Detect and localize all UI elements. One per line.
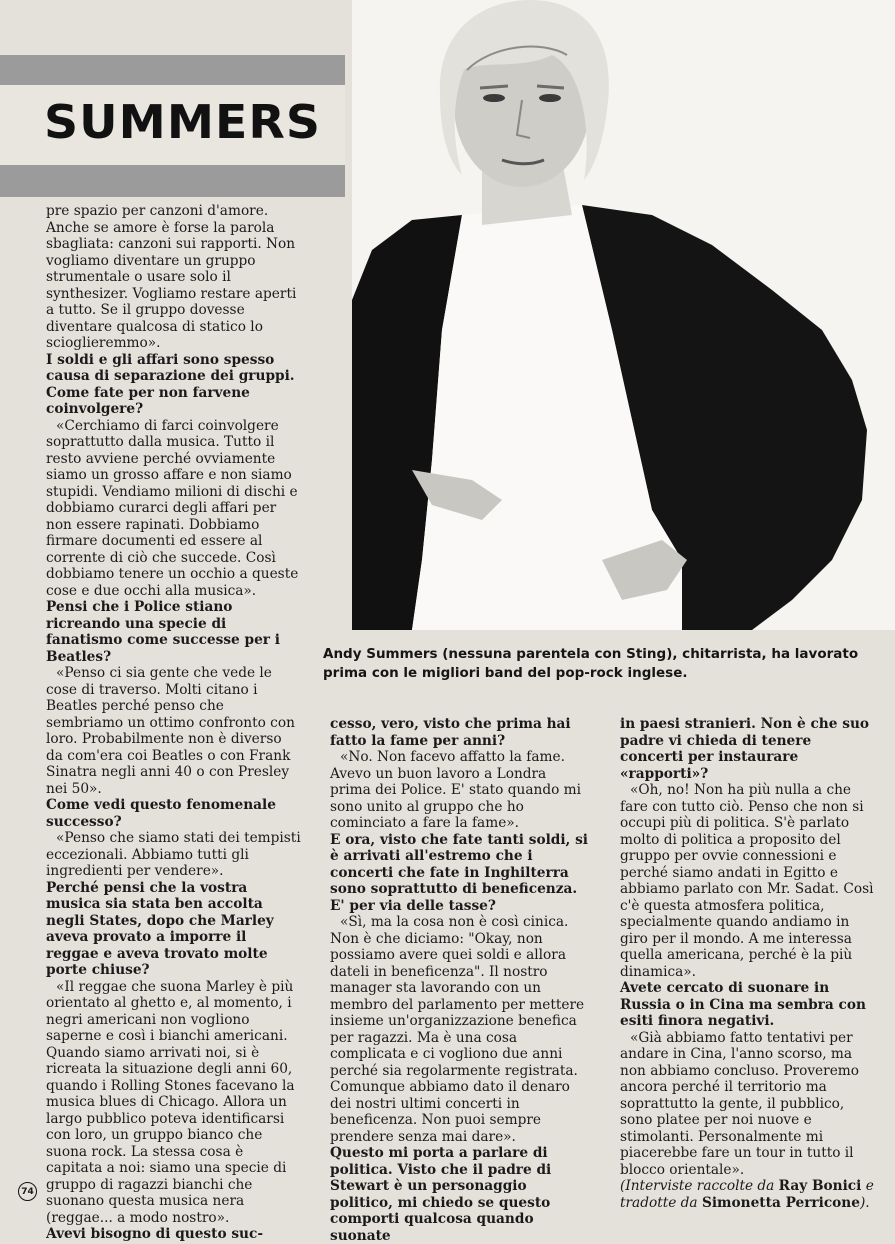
text-column-2 — [330, 716, 590, 1244]
header-band-bottom — [0, 165, 345, 197]
credit-middle: e tradotte da — [620, 1178, 874, 1211]
question-paragraph: I soldi e gli affari sono spesso causa di separazione dei gruppi. Come fate per non farvene coinvolgere? — [46, 351, 295, 417]
credit-suffix: ). — [859, 1194, 870, 1211]
question-paragraph: E ora, visto che fate tanti soldi, si è arrivati all'estremo che i concerti che fate in Inghilterra sono soprattutto di beneficenza. E' per via delle tasse? — [330, 831, 588, 914]
question-paragraph: in paesi stranieri. Non è che suo padre vi chieda di tenere concerti per instaurare «rapporti»? — [620, 716, 870, 782]
answer-paragraph: «Già abbiamo fatto tentativi per andare in Cina, l'anno scorso, ma non abbiamo concluso. Proveremo ancora perché il territorio ma soprattutto la gente, il pubblico, sono platee per noi nuove e stimolanti. Personalmente mi piacerebbe fare un tour in tutto il blocco orientale». — [620, 1029, 860, 1178]
credit-name-translator: Simonetta Perricone — [701, 1194, 860, 1211]
article-title: SUMMERS — [44, 95, 322, 149]
answer-paragraph: «No. Non facevo affatto la fame. Avevo un buon lavoro a Londra prima dei Police. E' stato quando mi sono unito al gruppo che ho cominciato a fare la fame». — [330, 749, 582, 831]
answer-paragraph: «Cerchiamo di farci coinvolgere soprattutto dalla musica. Tutto il resto avviene perché ovviamente siamo un grosso affare e non siamo stupidi. Vendiamo milioni di dischi e dobbiamo curarci degli affari per non essere rapinati. Dobbiamo firmare documenti ed essere al corrente di ciò che succede. Così dobbiamo tenere un occhio a queste cose e due occhi alla musica». — [46, 417, 299, 599]
text-column-1 — [46, 203, 301, 1243]
question-paragraph: Avevi bisogno di questo suc- — [46, 1226, 264, 1242]
portrait-photo — [352, 0, 895, 630]
text-column-3 — [620, 716, 878, 1211]
credit-name-interviewer: Ray Bonici — [778, 1178, 862, 1194]
answer-paragraph: «Penso che siamo stati dei tempisti eccezionali. Abbiamo tutti gli ingredienti per vendere». — [46, 830, 301, 879]
question-paragraph: cesso, vero, visto che prima hai fatto la fame per anni? — [330, 716, 571, 749]
question-paragraph: Perché pensi che la vostra musica sia stata ben accolta negli States, dopo che Marley aveva provato a imporre il reggae e aveva trovato molte porte chiuse? — [46, 879, 274, 978]
question-paragraph: Questo mi porta a parlare di politica. Visto che il padre di Stewart è un personaggio politico, mi chiedo se questo comporti qualcosa quando suonate — [330, 1145, 552, 1244]
photo-caption: Andy Summers (nessuna parentela con Sting), chitarrista, ha lavorato prima con le migliori band del pop-rock inglese. — [323, 646, 859, 681]
header-band-top — [0, 55, 345, 85]
answer-paragraph: «Penso ci sia gente che vede le cose di traverso. Molti citano i Beatles perché penso che sembriamo un ottimo confronto con loro. Probabilmente non è diverso da com'era coi Beatles o con Frank Sinatra negli anni 40 o con Presley nei 50». — [46, 665, 295, 797]
question-paragraph: Avete cercato di suonare in Russia o in Cina ma sembra con esiti finora negativi. — [620, 980, 866, 1029]
answer-paragraph: «Sì, ma la cosa non è così cinica. Non è che diciamo: "Okay, non possiamo avere quei soldi e allora dateli in beneficenza". Il nostro manager sta lavorando con un membro del parlamento per mettere insieme un'organizzazione benefica per ragazzi. Ma è una cosa complicata e ci vogliono due anni perché sia regolarmente registrata. Comunque abbiamo dato il denaro dei nostri ultimi concerti in beneficenza. Non puoi sempre prendere senza mai dare». — [330, 914, 585, 1145]
answer-paragraph: pre spazio per canzoni d'amore. Anche se amore è forse la parola sbagliata: canzoni sui rapporti. Non vogliamo diventare un gruppo strumentale o usare solo il synthesizer. Vogliamo restare aperti a tutto. Se il gruppo dovesse diventare qualcosa di statico lo scioglieremmo». — [46, 203, 297, 351]
question-paragraph: Come vedi questo fenomenale successo? — [46, 797, 276, 830]
page-number: 74 — [18, 1182, 37, 1201]
credit-prefix: (Interviste raccolte da — [620, 1178, 779, 1194]
answer-paragraph: «Oh, no! Non ha più nulla a che fare con tutto ciò. Penso che non si occupi più di politica. S'è parlato molto di politica a proposito del gruppo per ovvie connessioni e perché siamo andati in Egitto e abbiamo parlato con Mr. Sadat. Così c'è questa atmosfera politica, specialmente quando andiamo in giro per il mondo. A me interessa quella americana, perché è la più dinamica». — [620, 782, 874, 980]
answer-paragraph: «Il reggae che suona Marley è più orientato al ghetto e, al momento, i negri americani non vogliono saperne e così i bianchi americani. Quando siamo arrivati noi, si è ricreata la situazione degli anni 60, quando i Rolling Stones facevano la musica blues di Chicago. Allora un largo pubblico poteva identificarsi con loro, un gruppo bianco che suona rock. La stessa cosa è capitata a noi: siamo una specie di gruppo di ragazzi bianchi che suonano questa musica nera (reggae... a modo nostro». — [46, 978, 295, 1226]
interview-credit — [620, 1178, 878, 1211]
question-paragraph: Pensi che i Police stiano ricreando una specie di fanatismo come successe per i Beatles? — [46, 599, 280, 665]
